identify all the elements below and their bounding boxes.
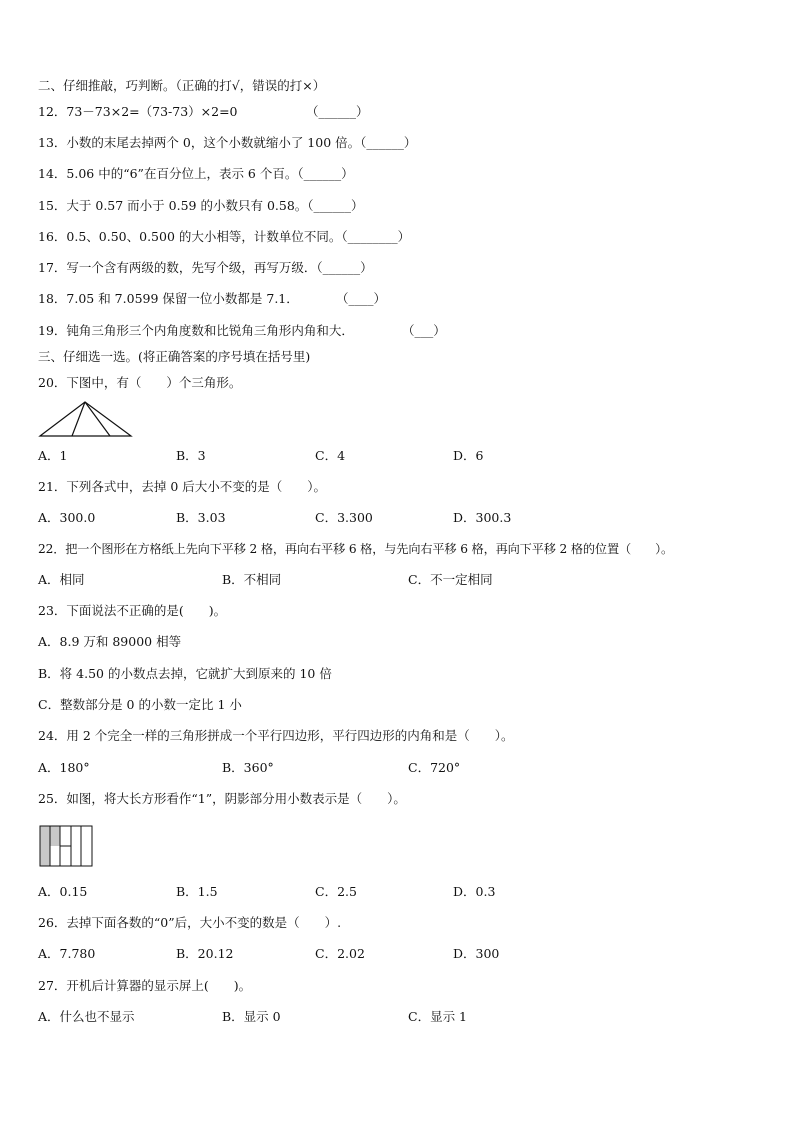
- question-26-stem: 26．去掉下面各数的“0”后，大小不变的数是（ ）.: [38, 915, 342, 930]
- question-number: 19．: [38, 323, 67, 338]
- q24-option-c[interactable]: C．720°: [408, 760, 461, 775]
- q22-option-a[interactable]: A．相同: [38, 572, 85, 587]
- answer-blank-13[interactable]: （______）: [360, 135, 417, 150]
- question-23-stem: 23．下面说法不正确的是( )。: [38, 603, 227, 618]
- question-14: [38, 166, 354, 182]
- q25-option-d[interactable]: D．0.3: [453, 884, 496, 899]
- q25-option-b[interactable]: B．1.5: [176, 884, 218, 899]
- question-15: [38, 198, 364, 214]
- q26-option-b[interactable]: B．20.12: [176, 946, 234, 961]
- section3-heading: 三、仔细选一选。(将正确答案的序号填在括号里): [38, 349, 311, 364]
- q25-option-c[interactable]: C．2.5: [315, 884, 357, 899]
- question-text: 0.5、0.50、0.500 的大小相等，计数单位不同。: [66, 229, 342, 244]
- answer-blank-17[interactable]: （______）: [316, 260, 373, 275]
- q21-option-c[interactable]: C．3.300: [315, 510, 373, 525]
- question-12: [38, 104, 238, 120]
- question-number: 14．: [38, 166, 67, 181]
- q20-option-c[interactable]: C．4: [315, 448, 346, 463]
- q24-option-a[interactable]: A．180°: [38, 760, 90, 775]
- shaded-column: [40, 826, 50, 866]
- q24-option-b[interactable]: B．360°: [222, 760, 274, 775]
- q26-option-d[interactable]: D．300: [453, 946, 500, 961]
- q22-option-c[interactable]: C．不一定相同: [408, 572, 493, 587]
- question-20-stem: 20．下图中，有（ ）个三角形。: [38, 375, 242, 390]
- answer-blank-16[interactable]: （________）: [341, 229, 411, 244]
- question-number: 16．: [38, 229, 67, 244]
- shaded-half-cell: [50, 826, 60, 846]
- q21-option-a[interactable]: A．300.0: [38, 510, 96, 525]
- q25-option-a[interactable]: A．0.15: [38, 884, 88, 899]
- answer-blank-15[interactable]: （______）: [307, 198, 364, 213]
- outer-triangle: [40, 402, 131, 436]
- question-number: 12．: [38, 104, 67, 119]
- question-27-stem: 27．开机后计算器的显示屏上( )。: [38, 978, 252, 993]
- question-text: 写一个含有两级的数，先写个级，再写万级．: [66, 260, 317, 275]
- question-25-stem: 25．如图，将大长方形看作“1”，阴影部分用小数表示是（ ）。: [38, 791, 406, 806]
- q23-option-c[interactable]: C．整数部分是 0 的小数一定比 1 小: [38, 697, 242, 712]
- question-text: 73－73×2=（73-73）×2=0: [66, 104, 238, 119]
- answer-blank-18[interactable]: （____）: [336, 291, 387, 306]
- answer-blank-19[interactable]: （___）: [402, 323, 446, 338]
- q23-option-b[interactable]: B．将 4.50 的小数点去掉，它就扩大到原来的 10 倍: [38, 666, 332, 681]
- q20-option-a[interactable]: A．1: [38, 448, 68, 463]
- q27-option-a[interactable]: A．什么也不显示: [38, 1009, 135, 1024]
- question-text: 大于 0.57 而小于 0.59 的小数只有 0.58。: [66, 198, 308, 213]
- q22-option-b[interactable]: B．不相同: [222, 572, 282, 587]
- question-21-stem: 21．下列各式中，去掉 0 后大小不变的是（ ）。: [38, 479, 327, 494]
- triangles-figure: [38, 400, 134, 440]
- question-text: 钝角三角形三个内角度数和比锐角三角形内角和大．: [66, 323, 354, 338]
- q20-option-d[interactable]: D．6: [453, 448, 484, 463]
- q21-option-d[interactable]: D．300.3: [453, 510, 512, 525]
- question-22-stem: 22．把一个图形在方格纸上先向下平移 2 格，再向右平移 6 格，与先向右平移 6 格，再向下平移 2 格的位置（ ）。: [38, 542, 674, 556]
- question-number: 15．: [38, 198, 67, 213]
- q26-option-c[interactable]: C．2.02: [315, 946, 365, 961]
- question-18: [38, 291, 299, 307]
- section2-heading: 二、仔细推敲，巧判断。（正确的打√，错误的打×）: [38, 78, 326, 93]
- question-number: 13．: [38, 135, 67, 150]
- q26-option-a[interactable]: A．7.780: [38, 946, 96, 961]
- question-17: [38, 260, 373, 276]
- question-text: 小数的末尾去掉两个 0，这个小数就缩小了 100 倍。: [66, 135, 361, 150]
- q27-option-b[interactable]: B．显示 0: [222, 1009, 281, 1024]
- question-19: [38, 323, 354, 339]
- question-text: 7.05 和 7.0599 保留一位小数都是 7.1．: [66, 291, 299, 306]
- question-13: [38, 135, 416, 151]
- question-16: [38, 229, 410, 245]
- q27-option-c[interactable]: C．显示 1: [408, 1009, 467, 1024]
- rectangle-shaded-figure: [39, 825, 93, 867]
- question-24-stem: 24．用 2 个完全一样的三角形拼成一个平行四边形，平行四边形的内角和是（ ）。: [38, 728, 514, 743]
- q20-option-b[interactable]: B．3: [176, 448, 206, 463]
- q23-option-a[interactable]: A．8.9 万和 89000 相等: [38, 634, 182, 649]
- q21-option-b[interactable]: B．3.03: [176, 510, 226, 525]
- answer-blank-14[interactable]: （______）: [297, 166, 354, 181]
- answer-blank-12[interactable]: （______）: [306, 104, 369, 119]
- inner-line-right: [85, 402, 110, 436]
- question-number: 18．: [38, 291, 67, 306]
- question-text: 5.06 中的“6”在百分位上，表示 6 个百。: [66, 166, 298, 181]
- question-number: 17．: [38, 260, 67, 275]
